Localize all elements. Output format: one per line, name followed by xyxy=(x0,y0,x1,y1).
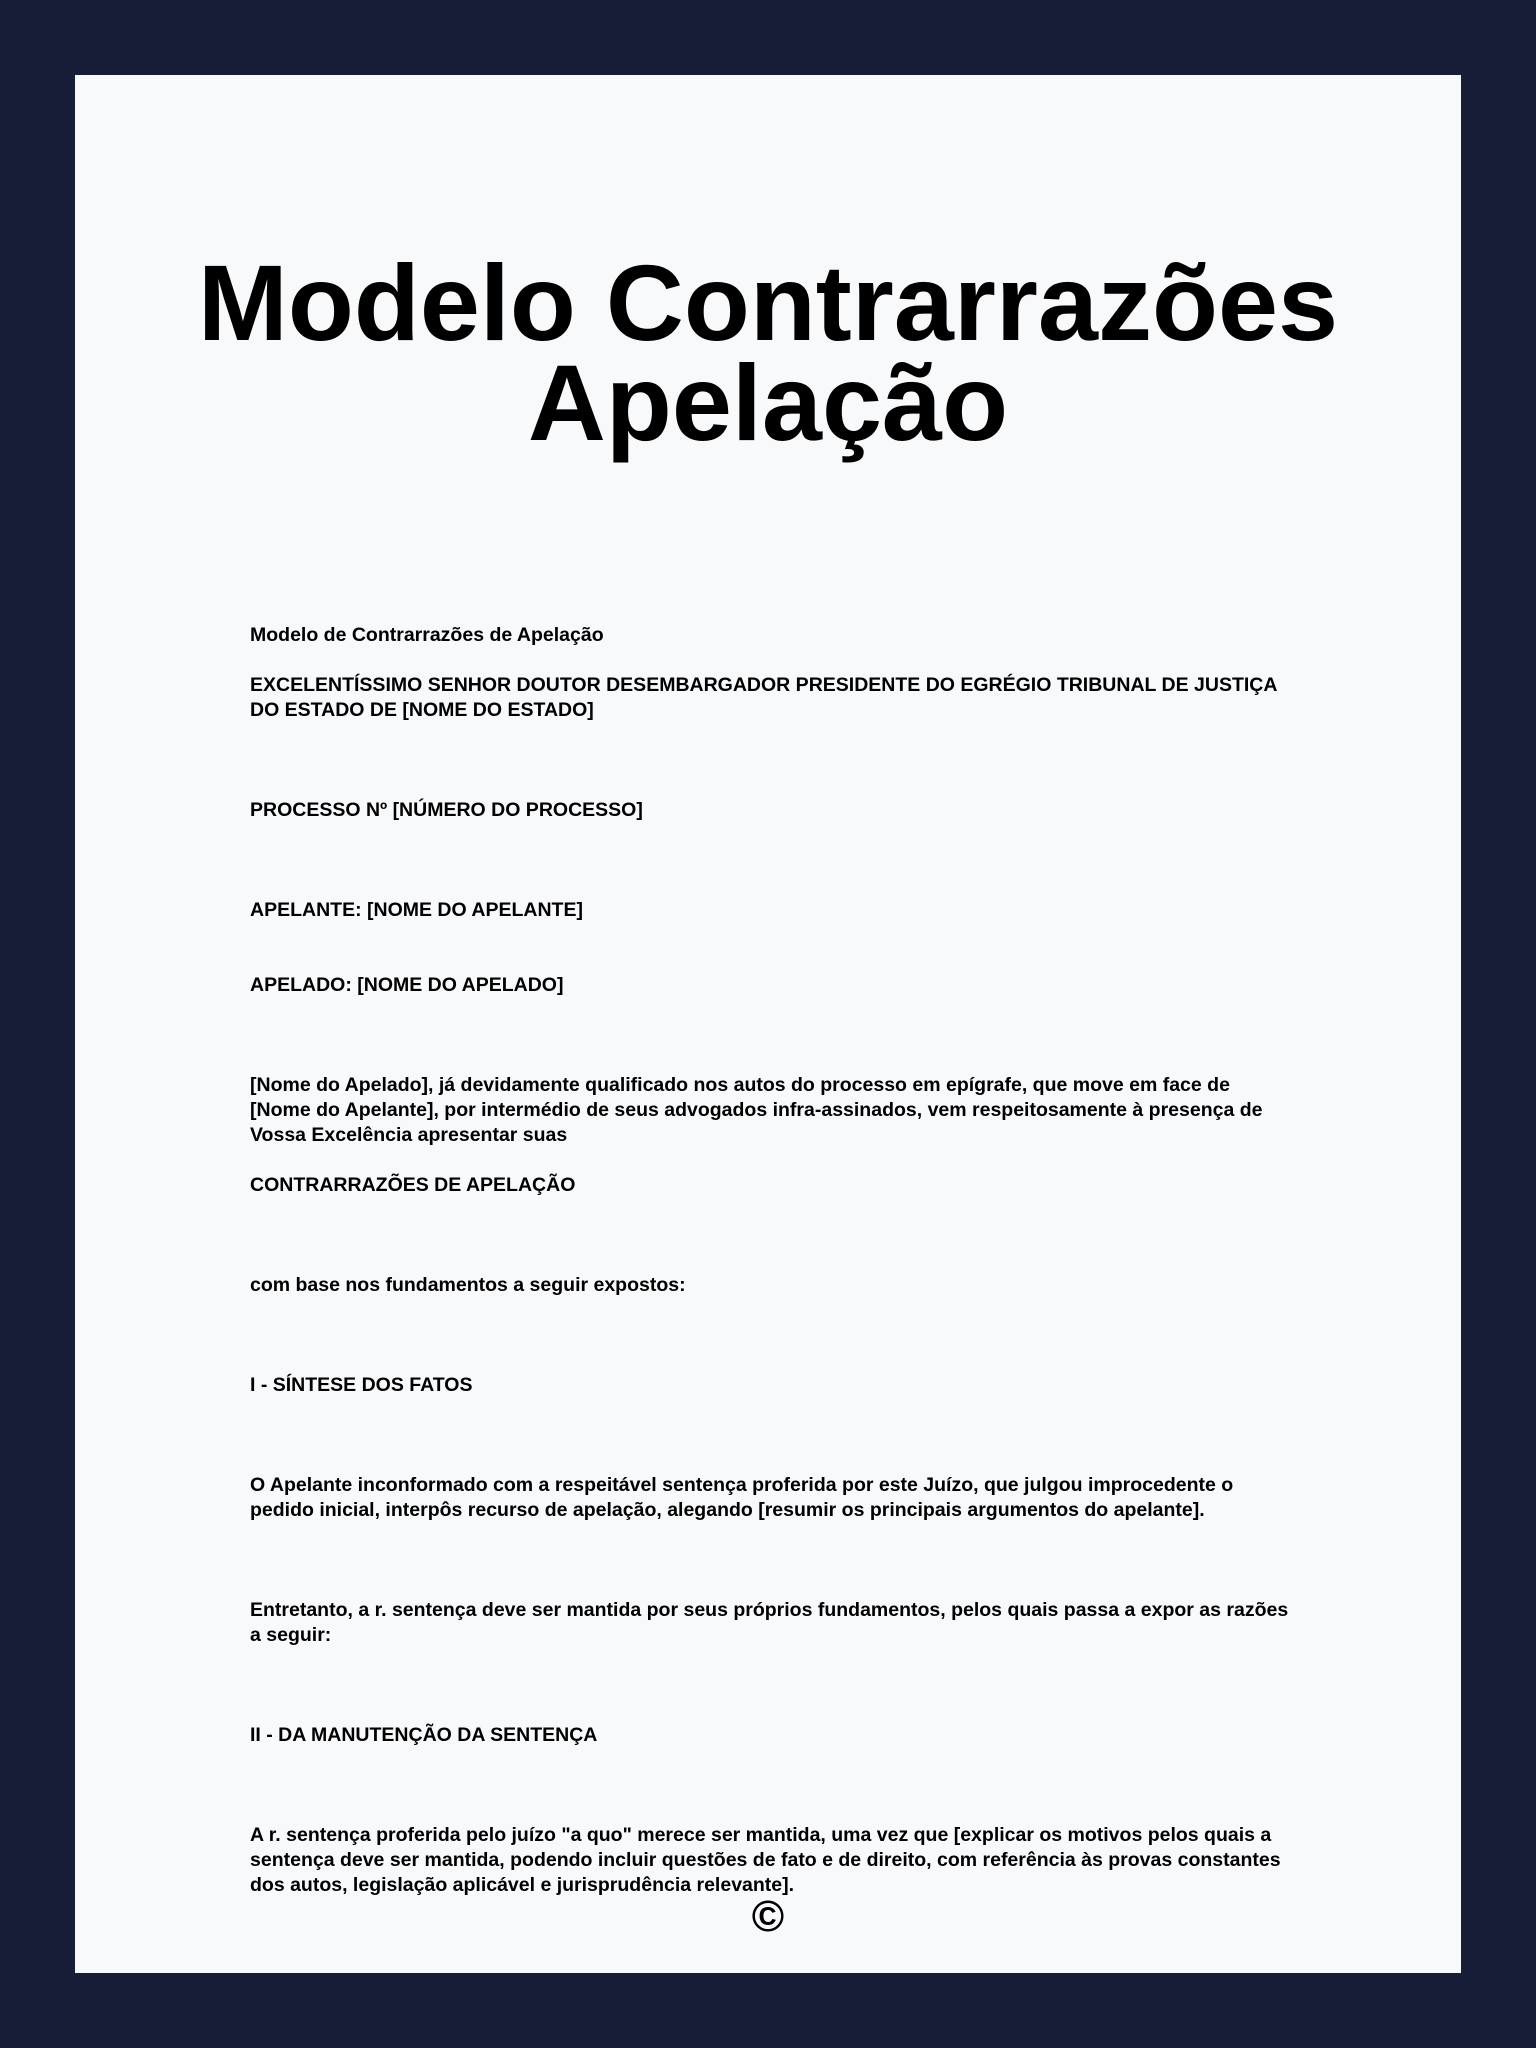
addressee-paragraph: EXCELENTÍSSIMO SENHOR DOUTOR DESEMBARGADOR PRESIDENTE DO EGRÉGIO TRIBUNAL DE JUSTIÇA DO ESTADO DE [NOME DO ESTADO] xyxy=(250,674,1277,721)
title-line-2: Apelação xyxy=(527,342,1009,463)
grounds-line: com base nos fundamentos a seguir expostos: xyxy=(250,1274,686,1296)
appellee-line: APELADO: [NOME DO APELADO] xyxy=(250,974,564,996)
document-title xyxy=(75,242,1461,463)
appellant-line: APELANTE: [NOME DO APELANTE] xyxy=(250,899,583,921)
maintenance-paragraph: A r. sentença proferida pelo juízo "a quo" merece ser mantida, uma vez que [explicar os motivos pelos quais a sentença deve ser mantida, podendo incluir questões de fato e de direito, com referência às provas constantes dos autos, legislação aplicável e jurisprudência relevante]. xyxy=(250,1824,1281,1896)
copyright-icon: © xyxy=(751,1892,785,1941)
document-subtitle: Modelo de Contrarrazões de Apelação xyxy=(250,624,604,646)
section-heading-facts: I - SÍNTESE DOS FATOS xyxy=(250,1374,473,1396)
process-number: PROCESSO Nº [NÚMERO DO PROCESSO] xyxy=(250,799,643,821)
facts-paragraph: O Apelante inconformado com a respeitável sentença proferida por este Juízo, que julgou improcedente o pedido inicial, interpôs recurso de apelação, alegando [resumir os principais argumentos do apelante]. xyxy=(250,1474,1234,1521)
reasons-paragraph: Entretanto, a r. sentença deve ser mantida por seus próprios fundamentos, pelos quais passa a expor as razões a seguir: xyxy=(250,1599,1289,1646)
document-page xyxy=(75,75,1461,1973)
section-heading-contrarrazoes: CONTRARRAZÕES DE APELAÇÃO xyxy=(250,1174,576,1196)
intro-paragraph: [Nome do Apelado], já devidamente qualificado nos autos do processo em epígrafe, que move em face de [Nome do Apelante], por intermédio de seus advogados infra-assinados, vem respeitosamente à presença de Vossa Excelência apresentar suas xyxy=(250,1074,1263,1146)
section-heading-maintenance: II - DA MANUTENÇÃO DA SENTENÇA xyxy=(250,1724,598,1746)
title-line-1: Modelo Contrarrazões xyxy=(197,242,1339,363)
